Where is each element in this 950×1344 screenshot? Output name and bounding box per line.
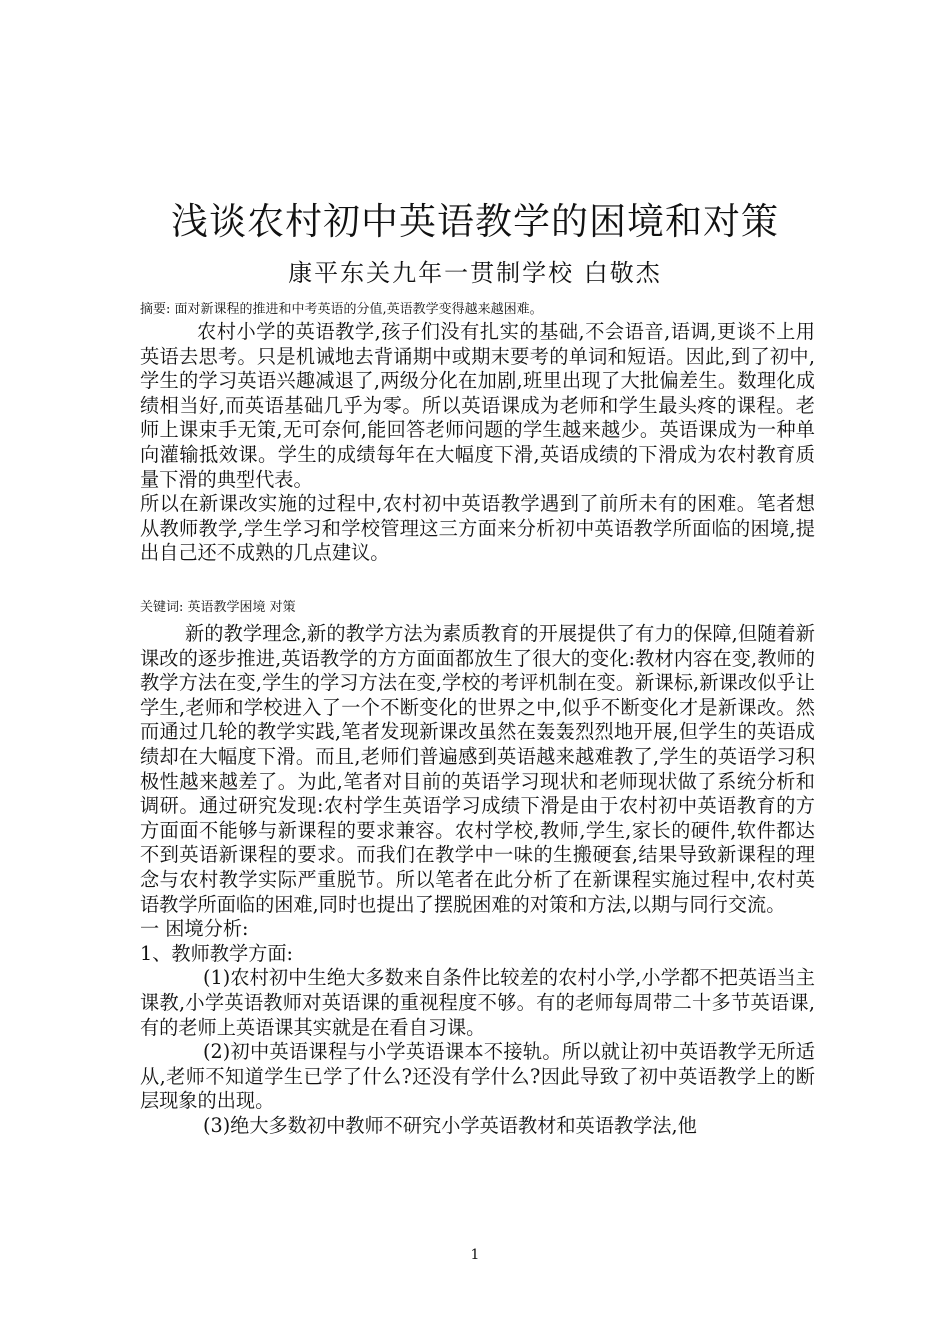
list-item-2: (2)初中英语课程与小学英语课本不接轨。所以就让初中英语教学无所适从,老师不知道学生已学了什么?还没有学什么?因此导致了初中英语教学上的断层现象的出现。 bbox=[140, 1040, 815, 1113]
document-title: 浅谈农村初中英语教学的困境和对策 bbox=[171, 200, 779, 243]
keywords-line: 关键词: 英语教学困境 对策 bbox=[140, 600, 296, 615]
list-item-1: (1)农村初中生绝大多数来自条件比较差的农村小学,小学都不把英语当主课教,小学英语教师对英语课的重视程度不够。有的老师每周带二十多节英语课,有的老师上英语课其实就是在看自习课。 bbox=[140, 966, 815, 1039]
abstract-line: 摘要: 面对新课程的推进和中考英语的分值,英语教学变得越来越困难。 bbox=[140, 302, 543, 317]
author-line: 康平东关九年一贯制学校 白敬杰 bbox=[288, 259, 662, 287]
abstract-body bbox=[140, 320, 815, 566]
section-heading-2: 1、教师教学方面: bbox=[140, 941, 293, 965]
paragraph-3: 新的教学理念,新的教学方法为素质教育的开展提供了有力的保障,但随着新课改的逐步推进,英语教学的方方面面都放生了很大的变化:教材内容在变,教师的教学方法在变,学生的学习方法在变,学校的考评机制在变。新课标,新课改似乎让学生,老师和学校进入了一个不断变化的世界之中,似乎不断变化才是新课改。然而通过几轮的教学实践,笔者发现新课改虽然在轰轰烈烈地开展,但学生的英语成绩却在大幅度下滑。而且,老师们普遍感到英语越来越难教了,学生的英语学习积极性越来越差了。为此,笔者对目前的英语学习现状和老师现状做了系统分析和调研。通过研究发现:农村学生英语学习成绩下滑是由于农村初中英语教育的方方面面不能够与新课程的要求兼容。农村学校,教师,学生,家长的硬件,软件都达不到英语新课程的要求。而我们在教学中一味的生搬硬套,结果导致新课程的理念与农村教学实际严重脱节。所以笔者在此分析了在新课程实施过程中,农村英语教学所面临的困难,同时也提出了摆脱困难的对策和方法,以期与同行交流。 bbox=[140, 622, 815, 916]
page-number: 1 bbox=[470, 1247, 480, 1263]
section-heading-1: 一 困境分析: bbox=[140, 917, 249, 941]
paragraph-2: 所以在新课改实施的过程中,农村初中英语教学遇到了前所未有的困难。笔者想从教师教学,学生学习和学校管理这三方面来分析初中英语教学所面临的困境,提出自己还不成熟的几点建议。 bbox=[140, 492, 815, 565]
list-item-3: (3)绝大多数初中教师不研究小学英语教材和英语教学法,他 bbox=[203, 1113, 697, 1137]
main-body bbox=[140, 622, 815, 1138]
paragraph-1: 农村小学的英语教学,孩子们没有扎实的基础,不会语音,语调,更谈不上用英语去思考。只是机诫地去背诵期中或期末要考的单词和短语。因此,到了初中,学生的学习英语兴趣减退了,两级分化在加剧,班里出现了大批偏差生。数理化成绩相当好,而英语基础几乎为零。所以英语课成为老师和学生最头疼的课程。老师上课束手无策,无可奈何,能回答老师问题的学生越来越少。英语课成为一种单向灌输抵效课。学生的成绩每年在大幅度下滑,英语成绩的下滑成为农村教育质量下滑的典型代表。 bbox=[140, 320, 815, 491]
